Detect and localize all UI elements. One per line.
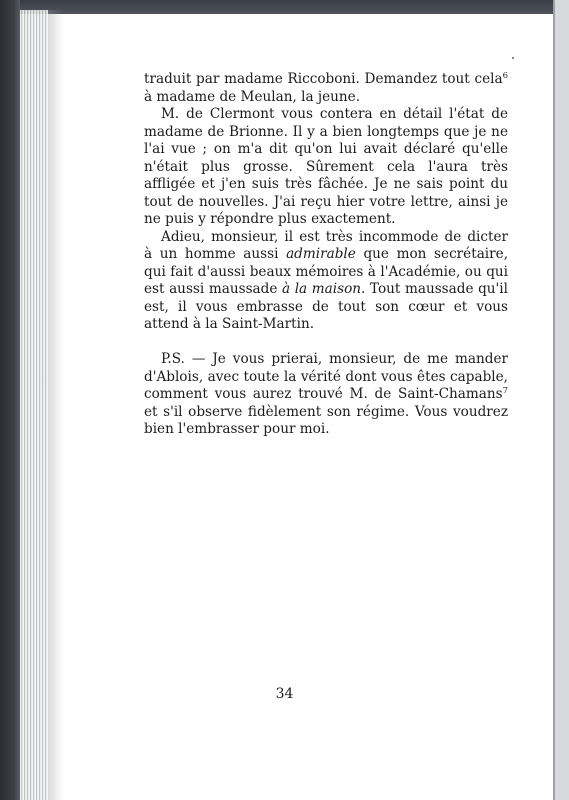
- paragraph-text: que mon secrétaire, qui fait d'aussi beaux mémoires à l'Académie, ou qui est aussi maussade: [144, 246, 509, 297]
- paragraph-text: à madame de Meulan, la jeune.: [144, 88, 361, 105]
- dust-speck: [512, 57, 514, 59]
- paragraph-text: et s'il observe fidèlement son régime. Vous voudrez bien l'embrasser pour moi.: [144, 403, 508, 437]
- scanner-top-band: [0, 0, 569, 14]
- scanner-right-band: [555, 0, 569, 800]
- letter-text: [144, 71, 508, 439]
- postscript: [144, 351, 508, 439]
- paragraph-text: . Tout maussade qu'il est, il vous embrasse de tout son cœur et vous attend à la Saint-Martin.: [144, 281, 508, 332]
- page-edges: [20, 10, 48, 800]
- paragraph-adieu: [144, 229, 508, 334]
- footnote-marker: 6: [502, 71, 508, 81]
- book-spine: [0, 0, 20, 800]
- paragraph-continuation: [144, 71, 508, 106]
- gutter-shadow: [48, 10, 64, 800]
- paragraph-text: P.S. — Je vous prierai, monsieur, de me mander d'Ablois, avec toute la vérité dont vous êtes capable, comment vous aurez trouvé M. de Saint-Chamans: [144, 351, 508, 402]
- paragraph-text: M. de Clermont vous contera en détail l'état de madame de Brionne. Il y a bien longtemps que je ne l'ai vue ; on m'a dit qu'on lui avait déclaré qu'elle n'était plus grosse. Sûrement cela l'aura très affligée et j'en suis très fâchée. Je ne sais point du tout de nouvelles. J'ai reçu hier votre lettre, ainsi je ne puis y répondre plus exactement.: [144, 106, 508, 227]
- paragraph-text: traduit par madame Riccoboni. Demandez tout cela: [144, 71, 503, 87]
- italic-text: admirable: [286, 246, 356, 262]
- paragraph-text: Adieu, monsieur, il est très incommode de dicter à un homme aussi: [144, 228, 508, 262]
- footnote-marker: 7: [502, 386, 508, 396]
- paragraph-clermont: [144, 106, 508, 229]
- italic-text: à la maison: [282, 281, 362, 297]
- page-number: 34: [275, 686, 294, 702]
